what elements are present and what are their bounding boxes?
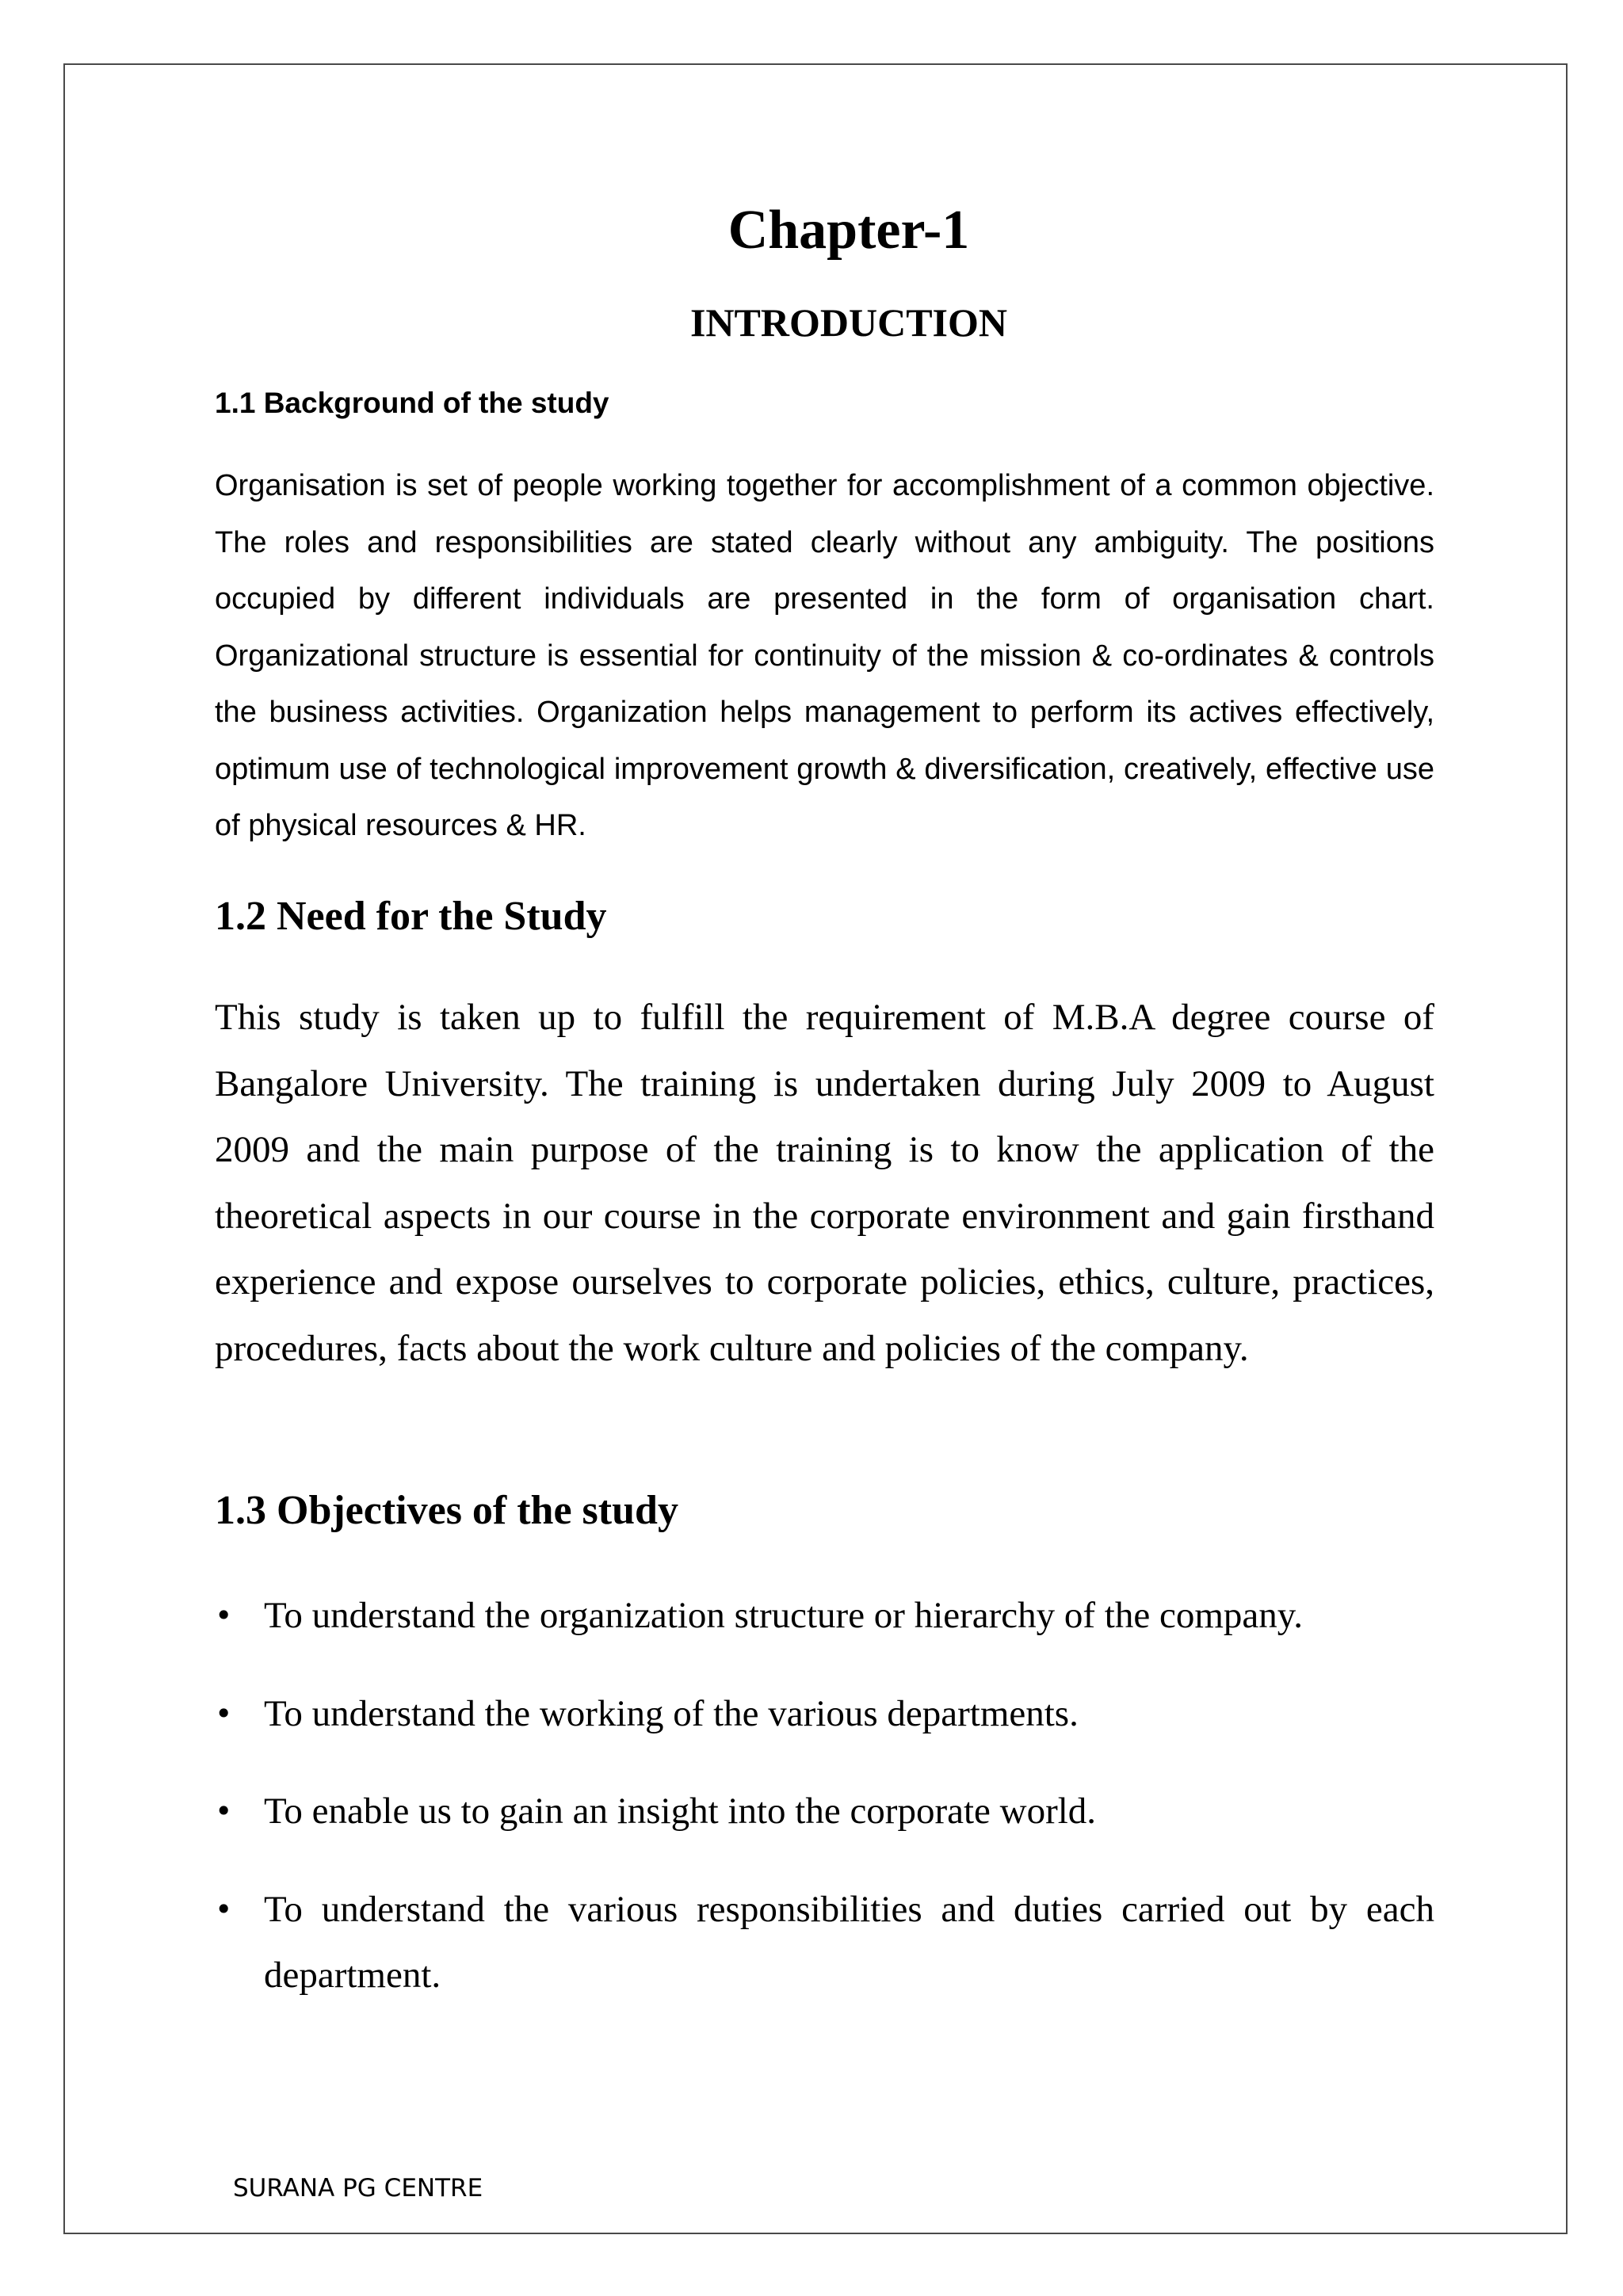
objective-text: To understand the organization structure or hierarchy of the company. — [264, 1595, 1303, 1636]
objective-text: To understand the working of the various departments. — [264, 1692, 1079, 1734]
objectives-heading: 1.3 Objectives of the study — [215, 1488, 678, 1533]
need-heading: 1.2 Need for the Study — [215, 894, 607, 939]
footer-text: SURANA PG CENTRE — [233, 2174, 483, 2203]
chapter-subtitle: INTRODUCTION — [689, 300, 1008, 345]
chapter-title: Chapter-1 — [727, 200, 970, 261]
bullet-icon: • — [215, 1794, 233, 1829]
bullet-icon: • — [215, 1891, 233, 1927]
bullet-icon: • — [215, 1598, 233, 1633]
need-paragraph: This study is taken up to fulfill the requirement of M.B.A degree course of Bangalore University. The training is undertaken during July 2009 to August 2009 and the main purpose of the training is to know the application of the theoretical aspects in our course in the corporate environment and gain firsthand experience and expose ourselves to corporate policies, ethics, culture, practices, procedures, facts about the work culture and policies of the company. — [215, 997, 1434, 1369]
objective-text: To enable us to gain an insight into the corporate world. — [264, 1791, 1097, 1832]
objectives-list — [215, 1583, 1434, 2009]
background-heading: 1.1 Background of the study — [215, 387, 609, 419]
list-item — [215, 1583, 1434, 1650]
list-item — [215, 1877, 1434, 2009]
objective-text: To understand the various responsibilities and duties carried out by each department. — [264, 1888, 1434, 1996]
bullet-icon: • — [215, 1695, 233, 1731]
list-item — [215, 1681, 1434, 1748]
background-paragraph: Organisation is set of people working together for accomplishment of a common objective. The roles and responsibilities are stated clearly without any ambiguity. The positions occupied by different individuals are presented in the form of organisation chart. Organizational structure is essential for continuity of the mission & co-ordinates & controls the business activities. Organization helps management to perform its actives effectively, optimum use of technological improvement growth & diversification, creatively, effective use of physical resources & HR. — [215, 469, 1434, 842]
list-item — [215, 1779, 1434, 1845]
